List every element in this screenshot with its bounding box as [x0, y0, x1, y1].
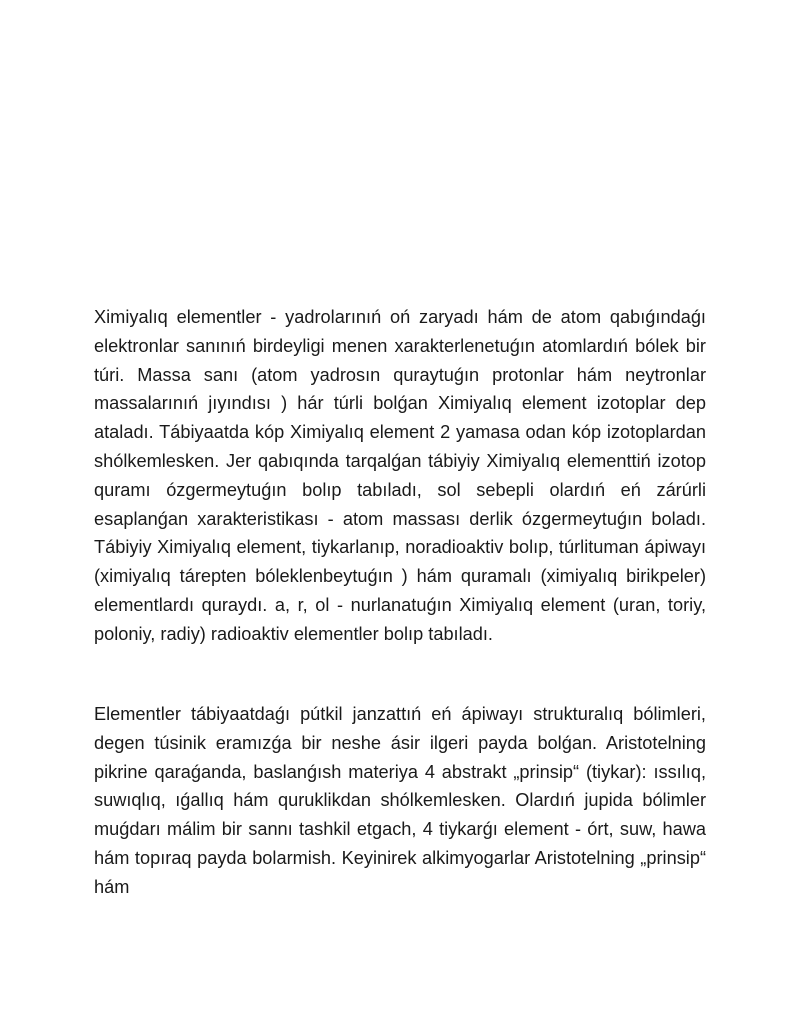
body-paragraph-2	[94, 700, 706, 902]
paragraph-text: Elementler tábiyaatdaǵı pútkil janzattıń eń ápiwayı strukturalıq bólimleri, degen túsinik eramızǵa bir neshe ásir ilgeri payda bolǵan. Aristotelning pikrine qaraǵanda, baslanǵısh materiya 4 abstrakt „prinsip“ (tiykar): ıssılıq, suwıqlıq, ıǵallıq hám quruklikdan shólkemlesken. Olardıń jupida bólimler muǵdarı málim bir sannı tashkil etgach, 4 tiykarǵı element - órt, suw, hawa hám topıraq payda bolarmish. Keyinirek alkimyogarlar Aristotelning „prinsip“ hám	[94, 704, 706, 897]
paragraph-text: Ximiyalıq elementler - yadrolarınıń oń zaryadı hám de atom qabıǵındaǵı elektronlar sanınıń birdeyligi menen xarakterlenetuǵın atomlardıń bólek bir túri. Massa sanı (atom yadrosın quraytuǵın protonlar hám neytronlar massalarınıń jıyındısı ) hár túrli bolǵan Ximiyalıq element izotoplar dep ataladı. Tábiyaatda kóp Ximiyalıq element 2 yamasa odan kóp izotoplardan shólkemlesken. Jer qabıqında tarqalǵan tábiyiy Ximiyalıq elementtiń izotop quramı ózgermeytuǵın bolıp tabıladı, sol sebepli olardıń eń zárúrli esaplanǵan xarakteristikası - atom massası derlik ózgermeytuǵın boladı. Tábiyiy Ximiyalıq element, tiykarlanıp, noradioaktiv bolıp, túrlituman ápiwayı (ximiyalıq tárepten bóleklenbeytuǵın ) hám quramalı (ximiyalıq birikpeler) elementlardı quraydı. a, r, ol - nurlanatuǵın Ximiyalıq element (uran, toriy, poloniy, radiy) radioaktiv elementler bolıp tabıladı.	[94, 307, 706, 644]
body-paragraph-1	[94, 303, 706, 649]
